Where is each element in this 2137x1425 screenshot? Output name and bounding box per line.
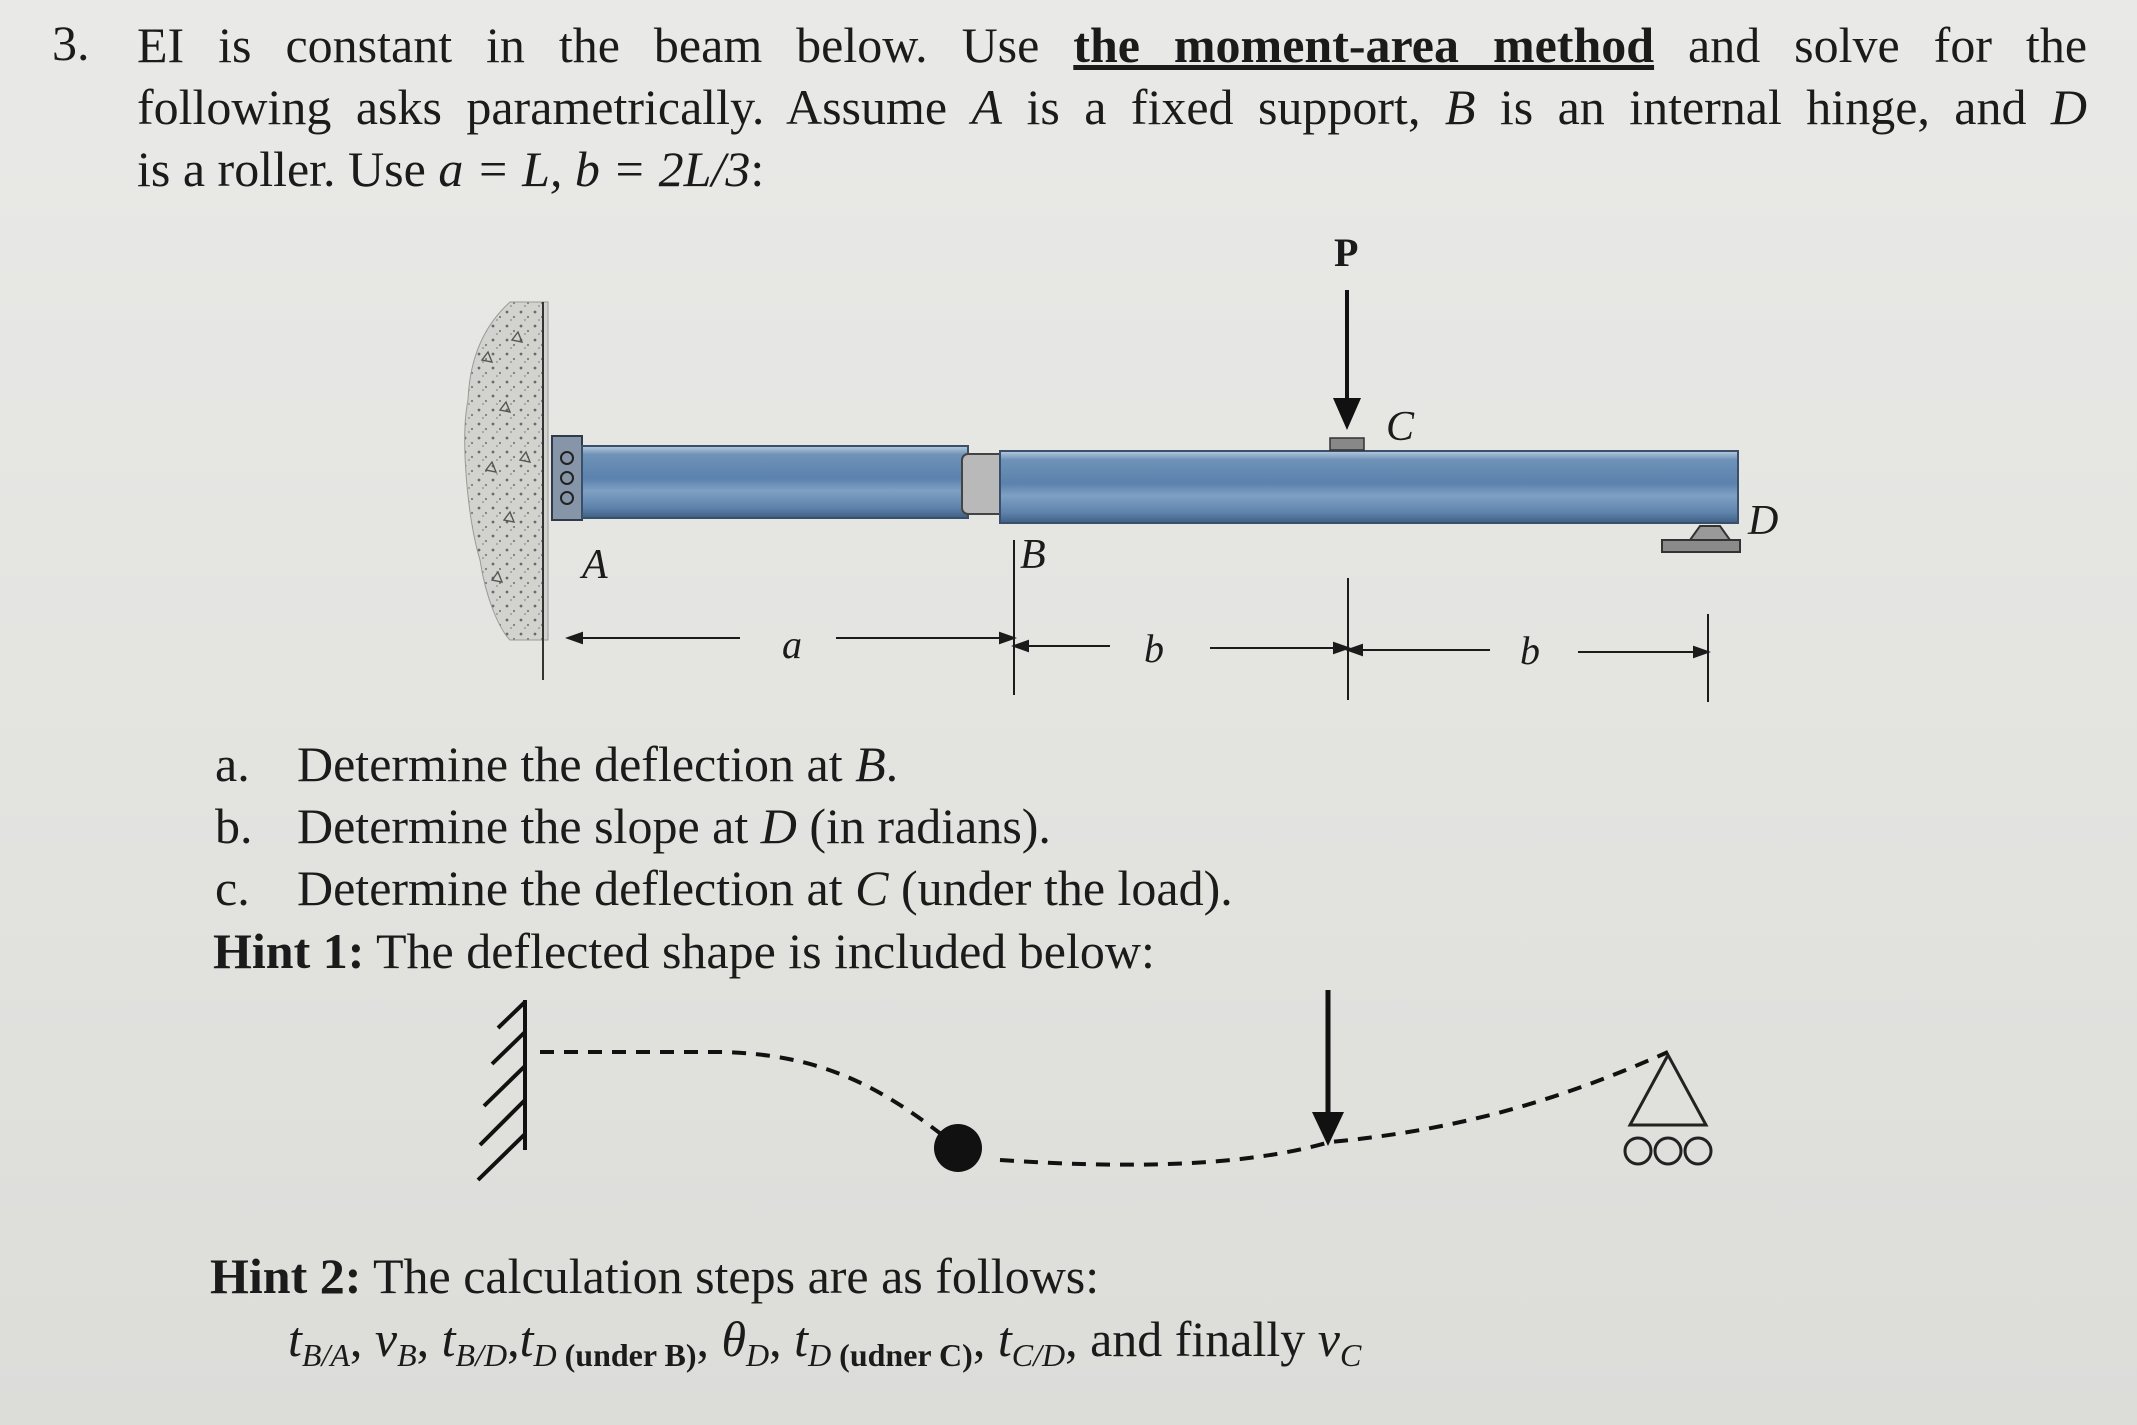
line1-text: EI is constant in the beam below. Use: [137, 17, 1074, 73]
step-sep: ,: [349, 1311, 375, 1367]
step-sep: ,: [416, 1311, 442, 1367]
step-sym: t: [441, 1311, 456, 1367]
question-tail: .: [885, 736, 899, 792]
step-sym: v: [1317, 1311, 1340, 1367]
dimension-lines: [568, 540, 1708, 702]
question-letter: b.: [215, 798, 253, 854]
step-sep: ,: [1065, 1311, 1091, 1367]
line2-text: following asks parametrically. Assume: [137, 79, 972, 135]
beam-segment-ab: [582, 446, 968, 518]
given-values: a = L, b = 2L/3: [438, 141, 751, 197]
step-sub: B/A: [301, 1337, 350, 1373]
deflected-curve-right: [1000, 1052, 1668, 1165]
question-text: Determine the slope at: [297, 798, 761, 854]
question-var: C: [855, 860, 889, 916]
step-sub: [534, 1337, 697, 1373]
question-tail: (in radians).: [796, 798, 1051, 854]
hint-1-label: Hint 1:: [213, 923, 365, 979]
hint-2: [210, 1247, 1099, 1305]
fixed-support-wall: [465, 302, 582, 680]
question-var: B: [855, 736, 886, 792]
method-name: the moment-area method: [1073, 17, 1655, 73]
step-sub-var: D: [533, 1337, 557, 1373]
step-sep: ,: [769, 1311, 795, 1367]
question-c: [215, 859, 1233, 917]
dim-b2-label: b: [1520, 628, 1540, 673]
hint-1: [213, 922, 1155, 980]
problem-number: 3.: [52, 15, 90, 71]
var-B: B: [1444, 79, 1476, 135]
step-sub-note: (udner C): [831, 1337, 973, 1373]
question-letter: a.: [215, 736, 250, 792]
roller-sketch: [1625, 1055, 1711, 1164]
calculation-steps: [288, 1310, 1361, 1374]
hint-2-label: Hint 2:: [210, 1248, 362, 1304]
roller-support-d: [1662, 526, 1740, 552]
step-sep: ,: [507, 1311, 520, 1367]
step-sub-var: D: [808, 1337, 832, 1373]
line1-tail: and solve for the: [1654, 17, 2088, 73]
step-sep: ,: [696, 1311, 722, 1367]
deflected-shape-sketch: [440, 975, 1760, 1185]
question-a: [215, 735, 898, 793]
hint-1-text: The deflected shape is included below:: [364, 923, 1155, 979]
fixed-support-hatch: [478, 1000, 525, 1180]
step-sub-note: (under B): [556, 1337, 697, 1373]
question-tail: (under the load).: [888, 860, 1233, 916]
var-A: A: [971, 79, 1003, 135]
line3-text: is a roller. Use: [137, 141, 439, 197]
question-letter: c.: [215, 860, 250, 916]
step-sub: D: [746, 1337, 770, 1373]
step-final-text: and finally: [1090, 1311, 1318, 1367]
point-load-arrow: [1330, 290, 1364, 450]
question-text: Determine the deflection at: [297, 860, 856, 916]
question-text: Determine the deflection at: [297, 736, 856, 792]
load-arrow-sketch: [1312, 990, 1344, 1146]
line3-colon: :: [750, 141, 765, 197]
line2-text-c: is an internal hinge, and: [1475, 79, 2051, 135]
label-d: D: [1748, 498, 1779, 544]
step-sub: C: [1339, 1337, 1362, 1373]
line2-text-b: is a fixed support,: [1002, 79, 1445, 135]
var-D: D: [2050, 79, 2088, 135]
step-sub: C/D: [1011, 1337, 1066, 1373]
label-c: C: [1386, 404, 1415, 450]
step-sub: [808, 1337, 973, 1373]
dim-b1-label: b: [1144, 626, 1164, 671]
step-sub: B: [397, 1337, 417, 1373]
deflected-curve-left: [540, 1052, 955, 1145]
step-sym: t: [997, 1311, 1012, 1367]
step-sym: θ: [721, 1311, 747, 1367]
problem-line-1: [137, 14, 2087, 76]
label-b: B: [1020, 532, 1046, 578]
load-label: P: [1334, 230, 1359, 275]
step-sym: t: [519, 1311, 534, 1367]
step-sym: t: [794, 1311, 809, 1367]
step-sep: ,: [972, 1311, 998, 1367]
dim-a-label: a: [782, 622, 802, 667]
step-sym: v: [374, 1311, 398, 1367]
beam-figure: [440, 222, 1820, 712]
problem-line-3: [137, 138, 2087, 200]
question-b: [215, 797, 1051, 855]
step-sub: B/D: [455, 1337, 508, 1373]
question-var: D: [760, 798, 797, 854]
hint-2-text: The calculation steps are as follows:: [361, 1248, 1100, 1304]
label-a: A: [582, 542, 608, 588]
problem-line-2: [137, 76, 2087, 138]
step-sym: t: [288, 1311, 302, 1367]
beam-segment-bd: [1000, 451, 1738, 523]
hinge-dot: [934, 1124, 982, 1172]
